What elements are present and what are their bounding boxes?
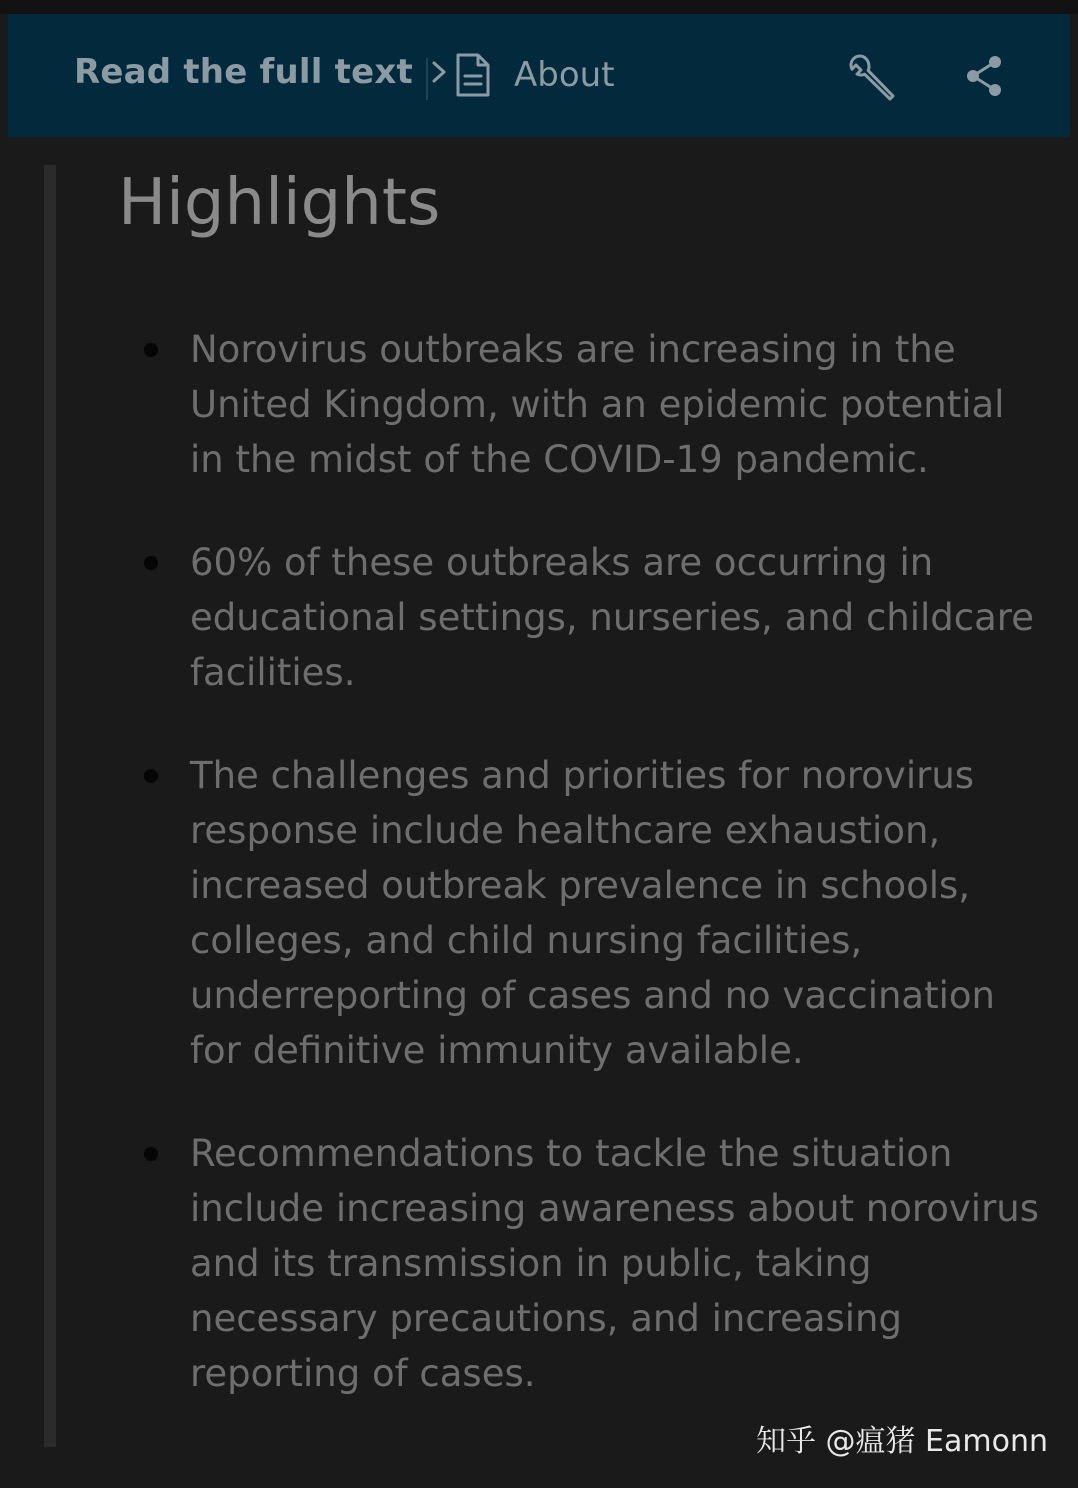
highlight-line: Recommendations to tackle the situation: [190, 1132, 953, 1175]
read-full-text-link[interactable]: [74, 52, 451, 92]
bullet-icon: [144, 1147, 158, 1161]
highlight-line: educational settings, nurseries, and childcare: [190, 596, 1034, 639]
highlight-line: The challenges and priorities for norovirus: [190, 754, 975, 797]
watermark: 知乎 @瘟猪 Eamonn: [755, 1424, 1048, 1459]
document-icon: [452, 52, 492, 98]
wrench-icon[interactable]: [846, 52, 896, 102]
bullet-icon: [144, 343, 158, 357]
highlights-list: [56, 322, 1046, 1449]
share-icon[interactable]: [964, 54, 1004, 98]
highlight-item: [56, 535, 1046, 700]
highlights-section: [44, 165, 1044, 1447]
bullet-icon: [144, 769, 158, 783]
highlight-line: 60% of these outbreaks are occurring in: [190, 541, 934, 584]
highlight-line: in the midst of the COVID-19 pandemic.: [190, 438, 929, 481]
highlight-line: facilities.: [190, 651, 356, 694]
highlight-line: underreporting of cases and no vaccination: [190, 974, 995, 1017]
highlight-line: United Kingdom, with an epidemic potential: [190, 383, 1005, 426]
article-toolbar: [8, 14, 1070, 137]
highlight-line: for definitive immunity available.: [190, 1029, 804, 1072]
highlight-line: colleges, and child nursing facilities,: [190, 919, 863, 962]
chevron-right-icon: [429, 52, 451, 92]
about-button[interactable]: [452, 52, 615, 98]
highlight-line: and its transmission in public, taking: [190, 1242, 872, 1285]
toolbar-divider: [426, 58, 428, 100]
highlight-item: [56, 322, 1046, 487]
highlight-line: increased outbreak prevalence in schools,: [190, 864, 971, 907]
read-full-text-label: Read the full text: [74, 52, 413, 92]
highlight-line: response include healthcare exhaustion,: [190, 809, 941, 852]
about-label: About: [514, 55, 615, 95]
highlight-item: [56, 748, 1046, 1078]
highlights-title: Highlights: [118, 166, 441, 240]
highlight-line: Norovirus outbreaks are increasing in the: [190, 328, 956, 371]
highlight-line: include increasing awareness about norovirus: [190, 1187, 1040, 1230]
highlight-line: necessary precautions, and increasing: [190, 1297, 902, 1340]
bullet-icon: [144, 556, 158, 570]
highlight-line: reporting of cases.: [190, 1352, 536, 1395]
highlight-item: [56, 1126, 1046, 1401]
top-strip: [0, 0, 1078, 14]
